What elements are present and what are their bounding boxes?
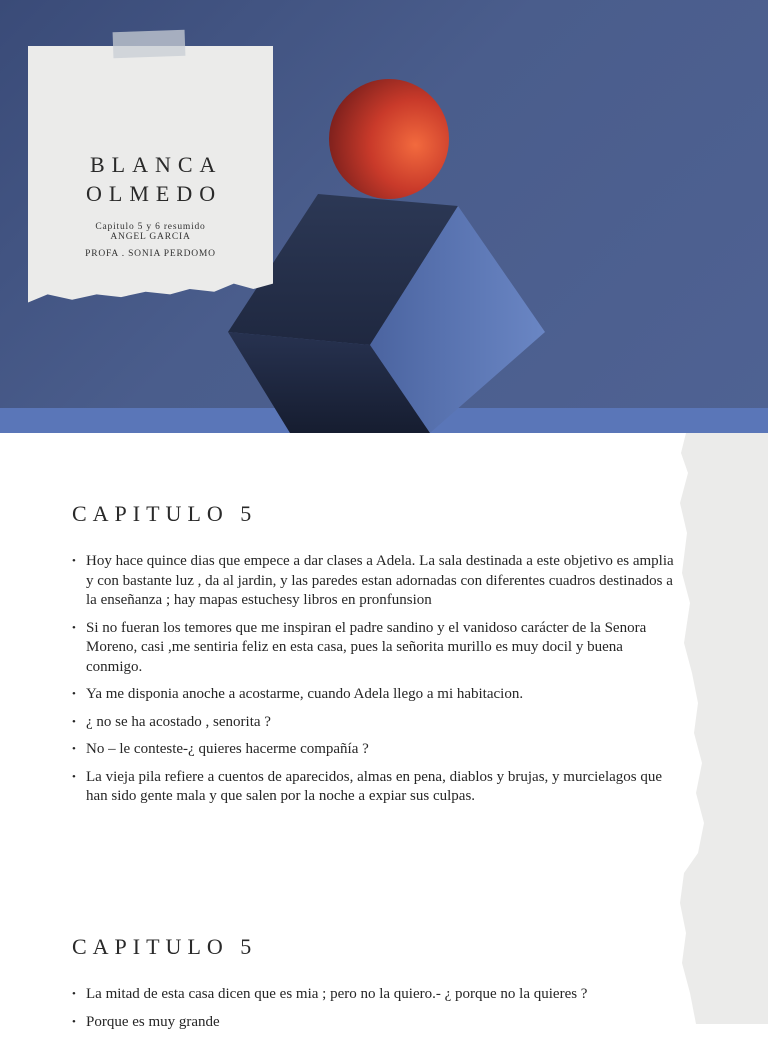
red-sphere	[329, 79, 449, 199]
title-slide	[0, 0, 768, 433]
chapter-heading-1: CAPITULO 5	[72, 501, 258, 526]
bullet-list-2	[72, 985, 682, 1040]
teacher-name: PROFA . SONIA PERDOMO	[85, 249, 216, 259]
chapter-slide	[0, 433, 768, 1030]
torn-paper-edge	[678, 433, 768, 1024]
subtitle: Capitulo 5 y 6 resumido	[95, 222, 206, 232]
tape-strip	[113, 30, 186, 58]
list-item: • La mitad de esta casa dicen que es mia ; pero no la quiero.- ¿ porque no la quieres ?	[72, 985, 682, 1005]
list-item: • Si no fueran los temores que me inspiran el padre sandino y el vanidoso carácter de la Senora Moreno, casi ,me sentiria feliz en esta casa, pues la señorita murillo es muy docil y buena conmigo.	[72, 619, 682, 678]
list-item: • No – le conteste-¿ quieres hacerme compañía ?	[72, 740, 682, 760]
list-item: • Hoy hace quince dias que empece a dar clases a Adela. La sala destinada a este objetivo es amplia y con bastante luz , da al jardin, y las paredes estan adornadas con diferentes cuadros destinados a la enseñanza ; hay mapas estuchesy libros en pronfunsion	[72, 552, 682, 611]
chapter-heading-2: CAPITULO 5	[72, 934, 258, 959]
list-item: • ¿ no se ha acostado , senorita ?	[72, 713, 682, 733]
list-item: • Ya me disponia anoche a acostarme, cuando Adela llego a mi habitacion.	[72, 685, 682, 705]
title-line-1: BLANCA	[90, 152, 223, 177]
title-line-2: OLMEDO	[86, 181, 223, 206]
list-item: • La vieja pila refiere a cuentos de aparecidos, almas en pena, diablos y brujas, y murcielagos que han sido gente mala y que salen por la noche a expiar sus culpas.	[72, 768, 682, 807]
author-name: ANGEL GARCIA	[110, 232, 191, 242]
list-item: • Porque es muy grande	[72, 1013, 682, 1033]
bullet-list-1	[72, 552, 682, 815]
